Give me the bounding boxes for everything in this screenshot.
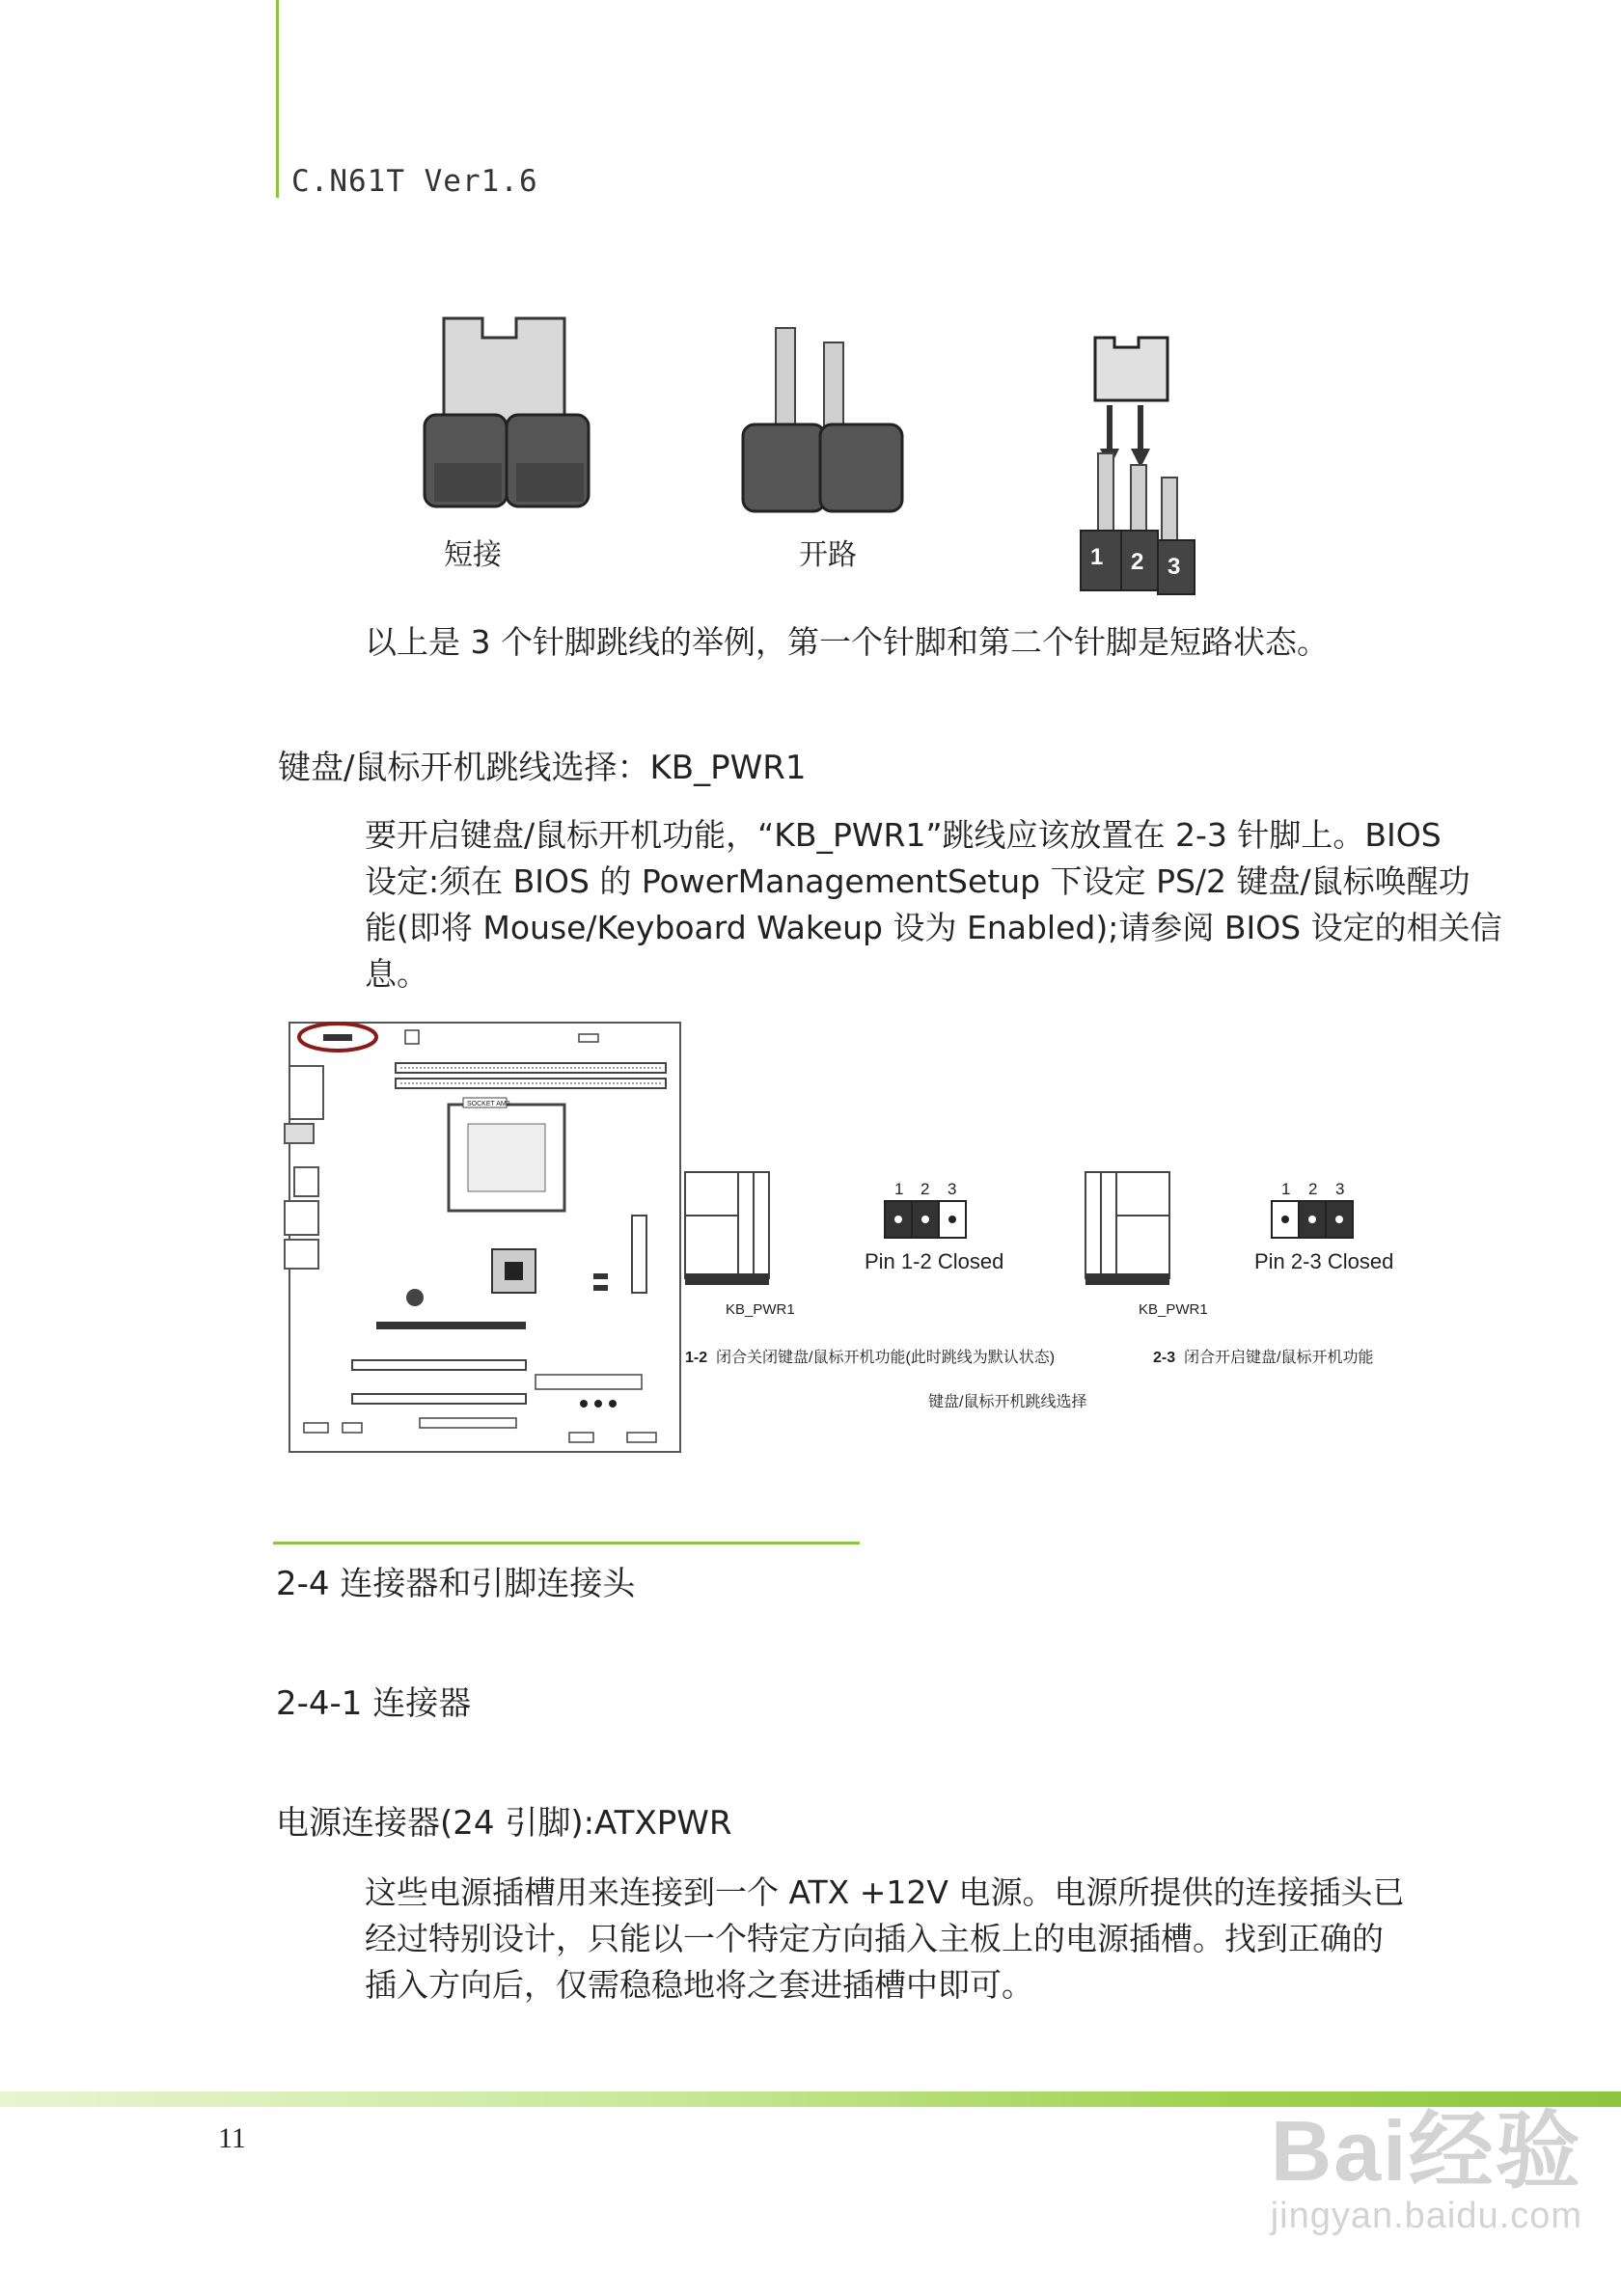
jumper-3pin-graphic xyxy=(1081,338,1195,594)
kb-pwr-line-4: 息。 xyxy=(365,955,428,993)
pins-b-1: 1 xyxy=(1281,1180,1291,1198)
pin-number-1: 1 xyxy=(1090,544,1104,570)
short-label: 短接 xyxy=(444,539,502,571)
watermark-sub: jingyan.baidu.com xyxy=(1270,2196,1582,2236)
jumper-a-graphic xyxy=(685,1172,769,1285)
power-line-1: 这些电源插槽用来连接到一个 ATX +12V 电源。电源所提供的连接插头已 xyxy=(365,1873,1405,1911)
desc-b-num: 2-3 xyxy=(1153,1350,1176,1366)
motherboard-layout-graphic xyxy=(285,1023,680,1452)
pins-a-3: 3 xyxy=(948,1180,957,1198)
pins-b-3: 3 xyxy=(1335,1180,1345,1198)
pin-header-a xyxy=(885,1201,966,1238)
model-version-header: C.N61T Ver1.6 xyxy=(291,164,538,199)
kb-pwr-line-1: 要开启键盘/鼠标开机功能，“KB_PWR1”跳线应该放置在 2-3 针脚上。BIOS xyxy=(365,816,1442,854)
section-divider xyxy=(273,1542,860,1544)
pins-a-1: 1 xyxy=(894,1180,904,1198)
desc-b: 闭合开启键盘/鼠标开机功能 xyxy=(1184,1350,1374,1366)
power-connector-heading: 电源连接器(24 引脚):ATXPWR xyxy=(276,1804,732,1843)
socket-label: SOCKET AM2 xyxy=(467,1101,510,1107)
section-2-4-1-title: 2-4-1 连接器 xyxy=(276,1684,472,1723)
jumper-b-graphic xyxy=(1085,1172,1169,1285)
kb-pwr-line-2: 设定:须在 BIOS 的 PowerManagementSetup 下设定 PS/2 键盘/鼠标唤醒功 xyxy=(365,862,1470,900)
kb-pwr-line-3: 能(即将 Mouse/Keyboard Wakeup 设为 Enabled);请参阅 BIOS 设定的相关信 xyxy=(365,909,1502,946)
desc-a: 闭合关闭键盘/鼠标开机功能(此时跳线为默认状态) xyxy=(716,1350,1056,1366)
section-2-4-title: 2-4 连接器和引脚连接头 xyxy=(276,1565,636,1603)
kb-label-b: KB_PWR1 xyxy=(1139,1301,1208,1318)
pins-a-2: 2 xyxy=(920,1180,930,1198)
baidu-watermark xyxy=(1271,2084,1582,2237)
desc-a-num: 1-2 xyxy=(685,1350,708,1366)
pins-b-2: 2 xyxy=(1308,1180,1318,1198)
pin-number-2: 2 xyxy=(1131,549,1144,575)
motherboard-figure xyxy=(280,1013,1438,1457)
power-line-2: 经过特别设计，只能以一个特定方向插入主板上的电源插槽。找到正确的 xyxy=(365,1920,1384,1957)
closed-b-label: Pin 2-3 Closed xyxy=(1254,1249,1394,1273)
header-accent-line xyxy=(276,0,279,198)
pin-number-3: 3 xyxy=(1168,554,1181,580)
pin-header-b xyxy=(1272,1201,1353,1238)
figure-caption: 键盘/鼠标开机跳线选择 xyxy=(928,1394,1087,1410)
open-label: 开路 xyxy=(799,539,857,571)
page-number: 11 xyxy=(218,2122,246,2154)
kb-label-a: KB_PWR1 xyxy=(726,1301,795,1318)
jumper-shorted-graphic xyxy=(425,318,589,506)
jumper-open-graphic xyxy=(743,328,902,511)
power-line-3: 插入方向后，仅需稳稳地将之套进插槽中即可。 xyxy=(365,1966,1033,2004)
jumper-example-text: 以上是 3 个针脚跳线的举例，第一个针脚和第二个针脚是短路状态。 xyxy=(365,623,1329,661)
closed-a-label: Pin 1-2 Closed xyxy=(865,1249,1004,1273)
kb-pwr-heading: 键盘/鼠标开机跳线选择：KB_PWR1 xyxy=(278,749,807,787)
watermark-main: Bai经验 xyxy=(1270,2103,1582,2199)
jumper-illustration xyxy=(405,289,1254,598)
